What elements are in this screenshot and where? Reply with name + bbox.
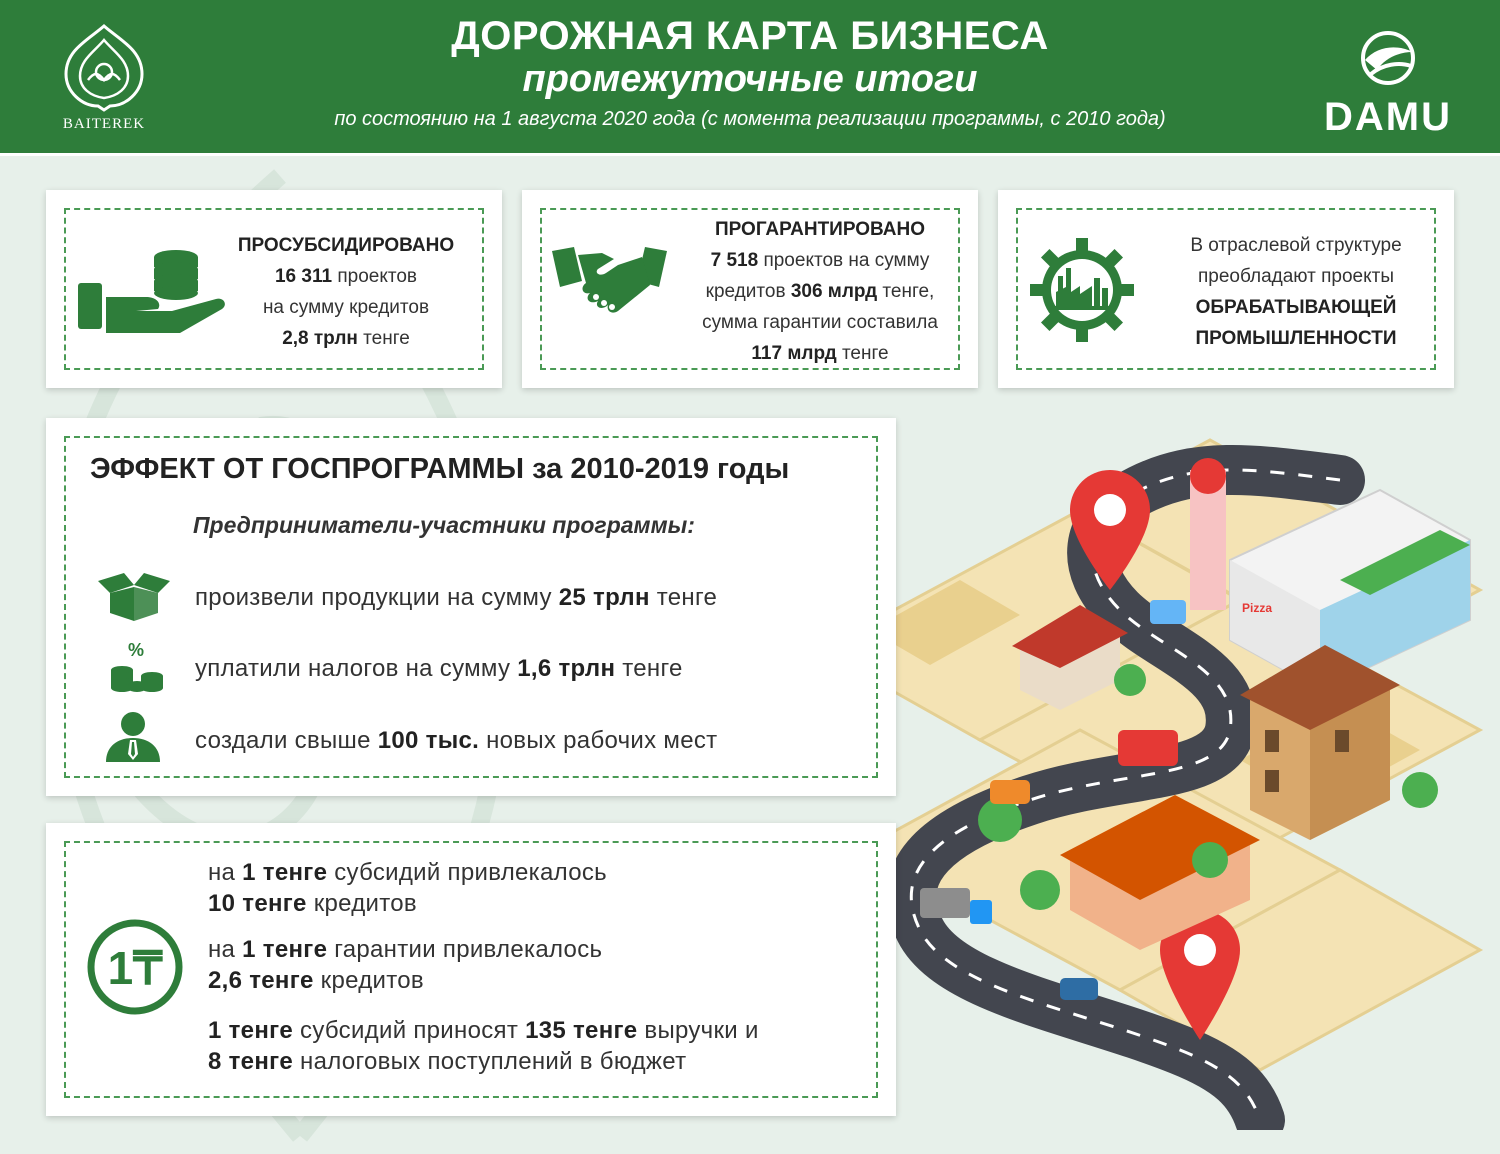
guaranteed-label: ПРОГАРАНТИРОВАНО: [714, 219, 926, 240]
subsidized-projects-num: 16 311: [274, 266, 333, 287]
effect-item-jobs: [195, 727, 717, 755]
page-title: ДОРОЖНАЯ КАРТА БИЗНЕСА: [451, 14, 1049, 58]
ratio-value: 8 тенге: [208, 1048, 294, 1075]
ratio-value: 1 тенге: [242, 936, 328, 963]
ratio-text: кредитов: [320, 967, 424, 994]
effect-item-text: произвели продукции на сумму: [195, 584, 552, 611]
subsidized-projects-word: проектов: [337, 266, 418, 287]
handshake-icon: [552, 245, 667, 320]
effect-item-unit: тенге: [622, 655, 683, 682]
effect-item-production: [195, 584, 717, 612]
ratio-value: 10 тенге: [208, 890, 307, 917]
effect-item-value: 100 тыс.: [377, 727, 480, 754]
ratio-value: 1 тенге: [242, 859, 328, 886]
industry-line4: ПРОМЫШЛЕННОСТИ: [1195, 328, 1397, 349]
subsidized-amount-unit: тенге: [363, 328, 410, 349]
guaranteed-credits-amount: 306 млрд: [790, 281, 878, 302]
subsidized-card: [46, 190, 502, 388]
effect-item-value: 25 трлн: [558, 584, 650, 611]
effect-item-unit: новых рабочих мест: [486, 727, 718, 754]
svg-text:%: %: [128, 640, 145, 660]
page-title-secondary: промежуточные итоги: [522, 58, 978, 100]
page-subtitle: по состоянию на 1 августа 2020 года (с момента реализации программы, с 2010 года): [334, 108, 1166, 130]
subsidized-line2: на сумму кредитов: [262, 297, 430, 318]
subsidized-text: [206, 230, 486, 354]
effect-item-value: 1,6 трлн: [517, 655, 616, 682]
effect-subtitle: Предприниматели-участники программы:: [193, 512, 695, 538]
car-icon: [1060, 978, 1098, 1000]
ratio-text: на: [208, 936, 236, 963]
industry-line1: В отраслевой структуре: [1190, 235, 1402, 256]
effect-item-unit: тенге: [656, 584, 718, 611]
ratio-text: выручки и: [644, 1017, 759, 1044]
guaranteed-line3: сумма гарантии составила: [702, 312, 938, 333]
guaranteed-credits-unit: тенге,: [882, 281, 935, 302]
ratio-value: 1 тенге: [208, 1017, 294, 1044]
damu-logo: [1318, 30, 1458, 140]
subsidized-amount: 2,8 трлн: [282, 328, 358, 349]
tenge-coin-icon: [86, 918, 184, 1016]
industry-line2: преобладают проекты: [1197, 266, 1394, 287]
ratio-text: налоговых поступлений в бюджет: [300, 1048, 687, 1075]
guaranteed-card: [522, 190, 978, 388]
industry-text: [1148, 230, 1444, 354]
guaranteed-amount-unit: тенге: [841, 343, 889, 364]
ratio-subsidies: [208, 857, 607, 919]
percent-coins-icon: [108, 640, 168, 694]
shop-sign: Pizza: [1242, 601, 1273, 615]
header-banner: [0, 0, 1500, 156]
industry-card: [998, 190, 1454, 388]
open-box-icon: [98, 573, 170, 621]
effect-item-taxes: [195, 655, 683, 683]
tenge-coin-label: 1₸: [107, 942, 163, 994]
damu-logo-text: DAMU: [1324, 95, 1452, 139]
guaranteed-credits-prefix: кредитов: [705, 281, 786, 302]
effect-title: ЭФФЕКТ ОТ ГОСПРОГРАММЫ за 2010-2019 годы: [90, 453, 790, 485]
ratio-value: 2,6 тенге: [208, 967, 314, 994]
factory-gear-icon: [1030, 238, 1134, 342]
ratio-text: субсидий приносят: [300, 1017, 519, 1044]
ratio-value: 135 тенге: [525, 1017, 638, 1044]
ratio-revenue: [208, 1015, 759, 1077]
ratio-text: на: [208, 859, 236, 886]
ratio-text: кредитов: [313, 890, 417, 917]
subsidized-label: ПРОСУБСИДИРОВАНО: [237, 235, 455, 256]
ratio-text: гарантии привлекалось: [334, 936, 603, 963]
baiterek-logo-text: BAITEREK: [62, 116, 146, 132]
bus-icon: [1118, 730, 1178, 766]
businessman-icon: [104, 710, 162, 762]
guaranteed-amount: 117 млрд: [751, 343, 837, 364]
guaranteed-text: [672, 214, 968, 369]
effect-item-text: уплатили налогов на сумму: [195, 655, 511, 682]
ratio-guarantees: [208, 934, 602, 996]
industry-line3: ОБРАБАТЫВАЮЩЕЙ: [1195, 297, 1397, 318]
effect-item-text: создали свыше: [195, 727, 371, 754]
guaranteed-projects-num: 7 518: [710, 250, 759, 271]
ratio-text: субсидий привлекалось: [334, 859, 607, 886]
van-icon: [1150, 600, 1186, 624]
car-icon: [990, 780, 1030, 804]
damu-swirl-icon: [1351, 30, 1425, 86]
guaranteed-projects-text: проектов на сумму: [763, 250, 930, 271]
